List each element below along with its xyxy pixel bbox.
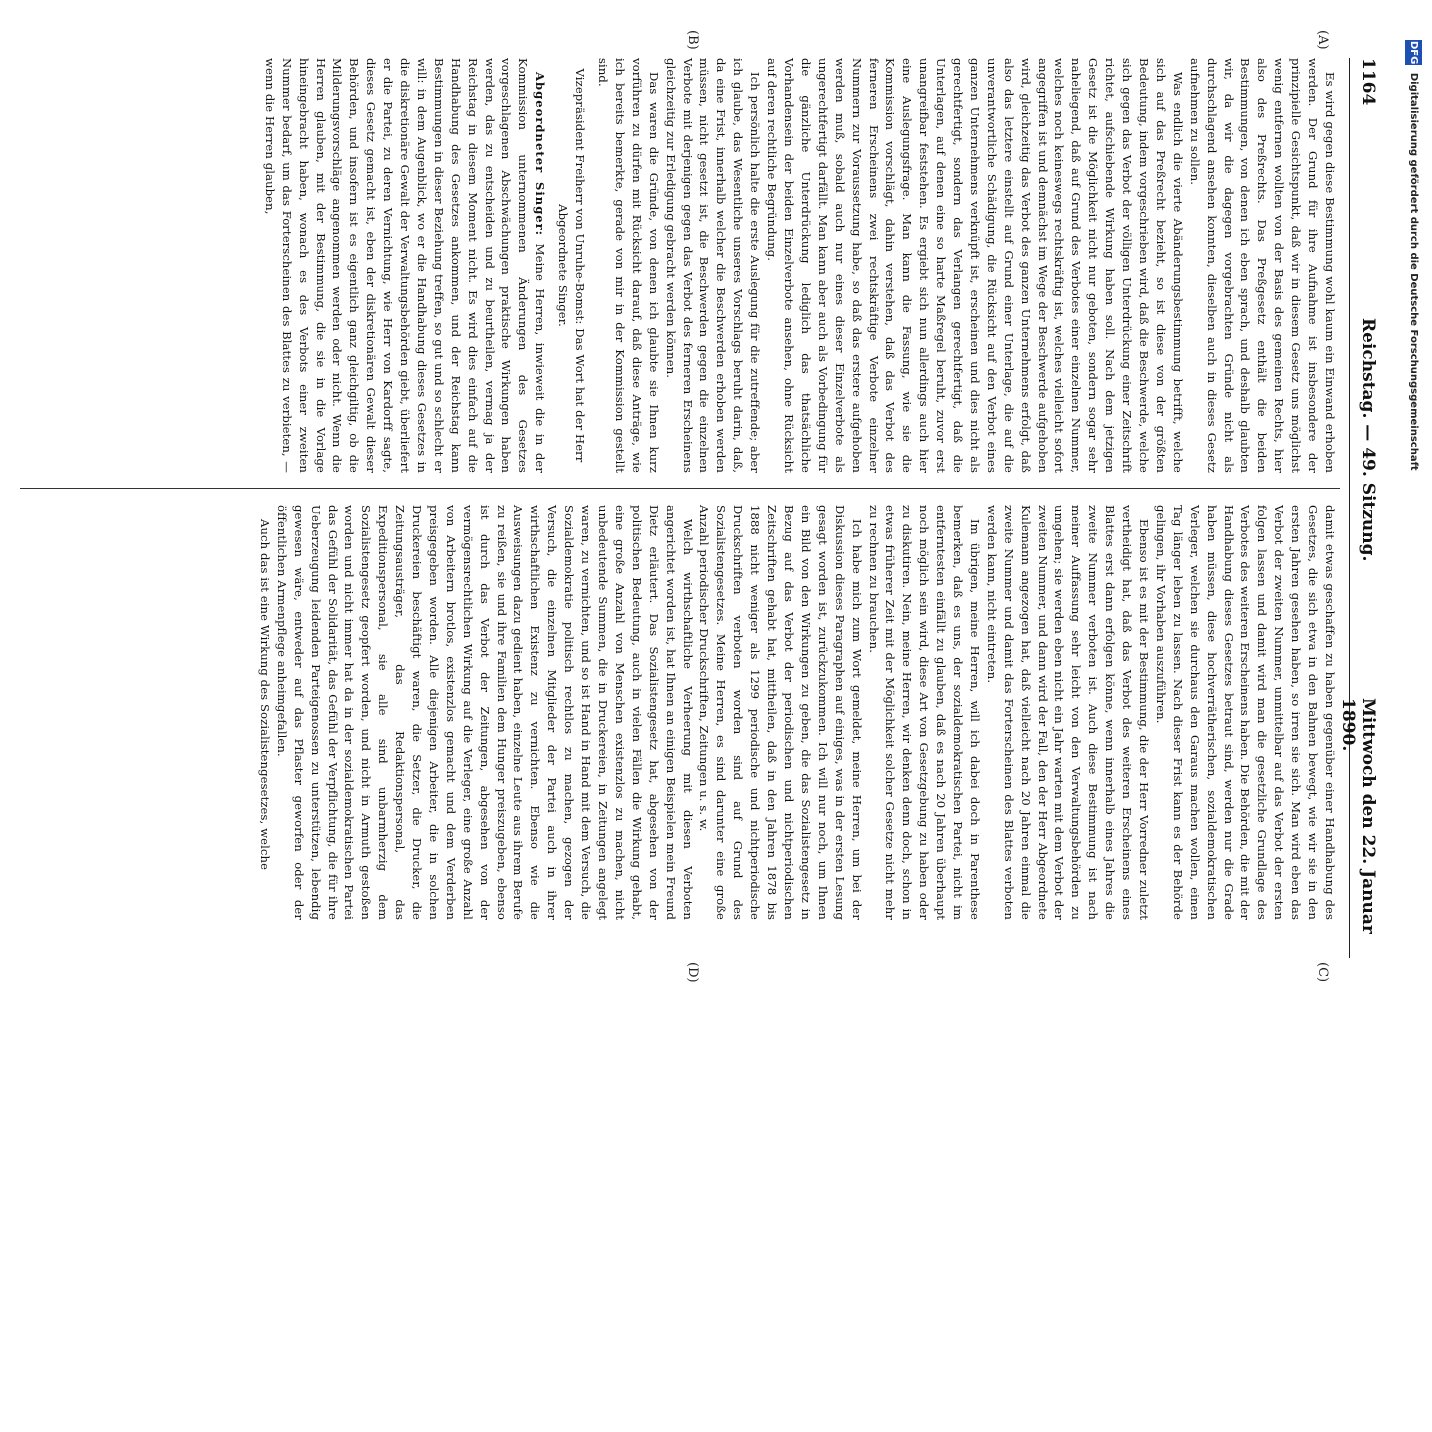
speech-paragraph — [261, 58, 548, 473]
page-number: 1164 — [1358, 58, 1378, 106]
margin-mark-b: (B) — [685, 30, 700, 50]
margin-mark-d: (D) — [685, 962, 700, 983]
page-header — [1338, 58, 1382, 958]
paragraph: Ebenso ist es mit der Bestimmung, die der Herr Vorredner zuletzt vertheidigt hat, daß das Verbot des weiteren Erscheinens eines Blattes erst dann erfolgen könne, wenn innerhalb eines Jahres die zweite Nummer verboten ist. Auch diese Bestimmung ist nach meiner Auffassung sehr leicht von den Verwaltungsbehörden zu umgehen; sie werden eben nicht ein Jahr warten mit dem Verbot der zweiten Nummer, und dann wird der Fall, den der Herr Abgeordnete Kulemann angezogen hat, daß vielleicht nach 20 Jahren einmal die zweite Nummer und damit das Forterscheinen des Blattes verboten werden kann, nicht eintreten. — [984, 505, 1152, 920]
paragraph: Ich persönlich halte die erste Auslegung für die zutreffende; aber ich glaube, das Wesentliche unseres Vorschlags beruht darin, daß, da eine Frist, innerhalb welcher die Beschwerden erhoben werden müssen, nicht gesetzt ist, die Beschwerden gegen die einzelnen Verbote mit derjenigen gegen das Verbot des ferneren Erscheinens gleichzeitig zur Erledigung gebracht werden können. — [663, 58, 763, 473]
paragraph: Auch das ist eine Wirkung des Sozialistengesetzes, welche — [257, 519, 272, 871]
margin-mark-c: (C) — [1315, 962, 1330, 983]
paragraph: Was endlich die vierte Abänderungsbestimmung betrifft, welche sich auf das Preßrecht bezieht, so ist diese von der größten Bedeutung, indem vorgeschrieben wird, daß die Beschwerde, welche sich gegen das Verbot der völligen Unterdrückung einer Zeitschrift richtet, aufschiebende Wirkung haben soll. Nach dem jetzigen Gesetz ist die Möglichkeit nicht nur geboten, sondern sogar sehr naheliegend, daß auf Grund des Verbotes einer einzelnen Nummer, welches noch keineswegs rechtskräftig ist, welches vielleicht sofort angegriffen ist und demnächst im Wege der Beschwerde aufgehoben wird, gleichzeitig das Verbot des ganzen Unternehmens erfolgt, daß also das letztere einstellt auf Grund einer Unterlage, die auf die unverantwortliche Schädigung, die Rücksicht auf den Verbot eines ganzen Unternehmens verknüpft ist, erscheinen und dies nicht als gerechtfertigt, sondern das Verlangen gerechtfertigt, daß die Unterlagen, auf denen eine so harte Maßregel beruht, zuvor erst unangreifbar feststehen. Es ergiebt sich nun allerdings auch hier eine Auslegungsfrage. Man kann die Fassung, wie sie die Kommission vorschlägt, dahin verstehen, daß das Verbot des ferneren Erscheinens zwei rechtskräftige Verbote einzelner Nummern zur Voraussetzung habe, so daß das erstere aufgehoben werden muß, sobald auch nur eines dieser Einzelverbote als ungerechtfertigt darfällt. Man kann aber auch als Vorbedingung für die gänzliche Unterdrückung lediglich das thatsächliche Vorhandensein der beiden Einzelverbote ansehen, ohne Rücksicht auf deren rechtliche Begründung. — [765, 58, 1185, 473]
session-title: Reichstag. — 49. Sitzung. — [1358, 318, 1378, 562]
text-column-right — [256, 505, 1338, 920]
speaker-name: Abgeordneter Singer: — [533, 72, 548, 237]
credit-strip — [1404, 0, 1424, 1000]
paragraph: Das waren die Gründe, von denen ich glaubte sie Ihnen kurz vorführen zu dürfen mit Rücksicht darauf, daß diese Anträge, wie ich bereits bemerkte, gerade von mir in der Kommission gestellt sind. — [596, 58, 661, 473]
paragraph: Welch wirthschaftliche Verheerung mit diesen Verboten angerichtet worden ist, hat Ihnen an einigen Beispielen mein Freund Dietz erläutert. Das Sozialistengesetz hat, abgesehen von der politischen Bedeutung, auch in vielen Fällen die Wirkung gehabt, eine große Anzahl von Menschen existenzlos zu machen, nicht unbedeutende Summen, die in Druckereien, in Zeitungen angelegt waren, zu vernichten, und so ist Hand in Hand mit dem Versuch, die Sozialdemokratie politisch rechtlos zu machen, gezogen der Versuch, die einzelnen Mitglieder der Partei auch in ihrer wirthschaftlichen Existenz zu vernichten. Ebenso wie die Ausweisungen dazu gedient haben, einzelne Leute aus ihrem Berufe zu reißen, sie und ihre Familien dem Hunger preiszugeben, ebenso ist durch das Verbot der Zeitungen, abgesehen von der vermögensrechtlichen Wirkung auf die Verleger, eine große Anzahl von Arbeitern brotlos, existenzlos gemacht und dem Verderben preisgegeben worden. Alle diejenigen Arbeiter, die in solchen Druckereien beschäftigt waren, die Setzer, die Drucker, die Zeitungsausträger, das Redaktionspersonal, das Expeditionspersonal, sie alle sind unbarmherzig dem Sozialistengesetz geopfert worden, und nicht in Armuth gestoßen worden und nicht immer hat da in der sozialdemokratischen Partei das Gefühl der Solidarität, das Gefühl der Verpflichtung, die für ihre Ueberzeugung leidenden Parteigenossen zu unterstützen, lebendig gewesen wäre, entweder auf das Pflaster geworfen oder der öffentlichen Armenpflege anheimgefallen. — [274, 505, 695, 920]
paragraph: Es wird gegen diese Bestimmung wohl kaum ein Einwand erhoben werden. Der Grund für ihre Aufnahme ist insbesondere der prinzipielle Gesichtspunkt, daß wir in diesem Gesetz uns möglichst wenig entfernen wollten von der Basis des gemeinen Rechts, hier also des Preßrechts. Das Preßgesetz enthält die beiden Bestimmungen, von denen ich eben sprach, und deshalb glaubten wir, da wir die dagegen vorgebrachten Gründe nicht als durchschlagend ansehen konnten, dieselben auch in dieses Gesetz aufnehmen zu sollen. — [1187, 58, 1337, 473]
speech-text: Meine Herren, inwieweit die in der Kommission unternommenen Änderungen des Gesetzes vorgeschlagenen Abschwächungen praktische Wirkungen haben werden, das zu entscheiden und zu beurtheilen, vermag ja der Reichstag in diesem Moment nicht. Es wird dies einfach auf die Handhabung des Gesetzes ankommen, und der Reichstag kann Bestimmungen in dieser Beziehung treffen, so gut und so schlecht er will: in dem Augenblick, wo er die Handhabung dieses Gesetzes in die diskretionäre Gewalt der Verwaltungsbehörden giebt, überliefert er die Partei, zu deren Vernichtung, wie Herr von Kardorff sagte, dieses Gesetz gemacht ist, eben der diskretionären Gewalt dieser Behörden, und insofern ist es eigentlich ganz gleichgiltig, ob die Milderungsvorschläge angenommen werden oder nicht. Wenn die Herren glauben, mit der Bestimmung, die sie in die Vorlage hineingebracht haben, wonach es des Verbots einer zweiten Nummer bedarf, um das Forterscheinen des Blattes zu verbieten, — wenn die Herren glauben, — [262, 58, 548, 473]
dfg-logo: DFG — [1405, 40, 1422, 65]
president-line: Vizepräsident Freiherr von Unruhe-Bomst: Das Wort hat der Herr Abgeordnete Singer. — [556, 68, 588, 463]
paragraph: damit etwas geschaffen zu haben gegenüber einer Handhabung des Gesetzes, die sich etwa in den Bahnen bewegt, wie wir sie in den ersten Jahren gesehen haben, so irren sie sich. Man wird eben das Verbot der zweiten Nummer, unmittelbar auf das Verbot der ersten folgen lassen und damit wird man die gesetzliche Grundlage des Verbotes des weiteren Erscheinens haben. Die Behörden, die mit der Handhabung dieses Gesetzes betraut sind, werden nur die Grade haben müssen, diese hochverrätherischen, sozialdemokratischen Verleger, welchen sie durchaus den Garaus machen wollen, einen Tag länger leben zu lassen. Nach dieser Frist kann es der Behörde gelingen, ihr Vorhaben auszuführen. — [1153, 505, 1337, 920]
text-column-left — [261, 58, 1338, 473]
margin-mark-a: (A) — [1315, 30, 1330, 50]
dfg-credit — [1405, 40, 1422, 471]
paragraph: Ich habe mich zum Wort gemeldet, meine Herren, um bei der Diskussion dieses Paragraphen auf einiges, was in der ersten Lesung gesagt worden ist, zurückzukommen. Ich will nur noch, um Ihnen ein Bild von den Wirkungen zu geben, die das Sozialistengesetz in Bezug auf das Verbot der periodischen und nichtperiodischen Zeitschriften gehabt hat, mittheilen, daß in den Jahren 1878 bis 1888 nicht weniger als 1299 periodische und nichtperiodische Druckschriften verboten worden sind auf Grund des Sozialistengesetzes. Meine Herren, es sind darunter eine große Anzahl periodischer Druckschriften, Zeitungen u. s. w. — [697, 505, 864, 920]
paragraph: Im übrigen, meine Herren, will ich dabei doch in Parenthese bemerken, daß es uns, der sozialdemokratischen Partei, nicht im entferntesten einfällt zu glauben, daß es nach 20 Jahren überhaupt noch möglich sein wird, diese Art von Gesetzgebung zu haben oder zu diskutiren. Nein, meine Herren, wir denken denn doch, schon in etwas früherer Zeit mit der Möglichkeit solcher Gesetze nicht mehr zu rechnen zu brauchen. — [866, 505, 982, 920]
session-date: Mittwoch den 22. Januar 1890. — [1338, 698, 1378, 934]
column-divider — [20, 488, 1340, 489]
credit-text: Digitalisierung gefördert durch die Deutsche Forschungsgemeinschaft — [1408, 72, 1419, 471]
